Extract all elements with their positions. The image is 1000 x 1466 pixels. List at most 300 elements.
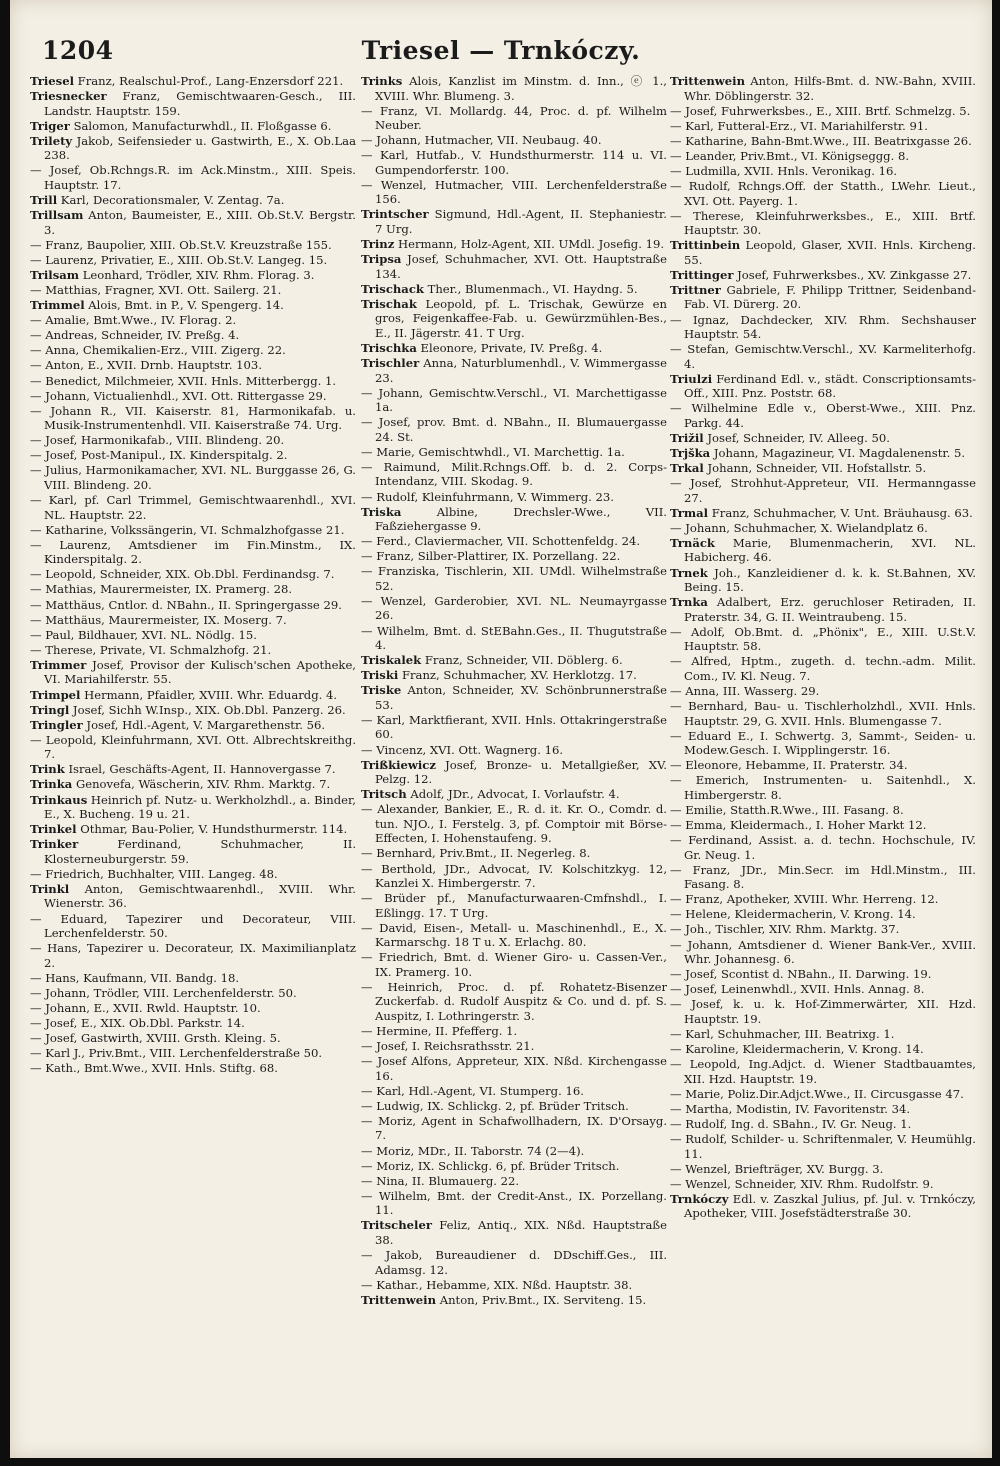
- directory-entry: [30, 89, 356, 118]
- entry-details: — Emerich, Instrumenten- u. Saitenhdl., X. Himbergerstr. 8.: [670, 773, 976, 802]
- entry-details: — Wilhelm, Bmt. d. StEBahn.Ges., II. Thugutstraße 4.: [361, 623, 667, 653]
- directory-entry: [670, 922, 976, 937]
- entry-details: Adalbert, Erz. geruchloser Retiraden, II. Praterstr. 34, G. II. Weintraubeng. 15.: [684, 595, 976, 624]
- entry-details: — David, Eisen-, Metall- u. Maschinenhdl., E., X. Karmarschg. 18 T u. X. Erlachg. 80.: [361, 920, 667, 950]
- entry-details: — Johann, Victualienhdl., XVI. Ott. Rittergasse 29.: [30, 388, 327, 403]
- directory-entry: [361, 787, 667, 802]
- directory-entry: [30, 822, 356, 837]
- entry-details: Franz, Schneider, VII. Döblerg. 6.: [421, 653, 623, 668]
- entry-details: — Wenzel, Garderobier, XVI. NL. Neumayrgasse 26.: [361, 593, 667, 623]
- entry-details: — Wenzel, Schneider, XIV. Rhm. Rudolfstr. 9.: [670, 1176, 934, 1191]
- entry-surname: Trinz: [361, 237, 395, 252]
- entry-details: — Wilhelmine Edle v., Oberst-Wwe., XIII. Pnz. Parkg. 44.: [670, 401, 976, 430]
- entry-surname: Trmal: [670, 505, 709, 520]
- directory-entry: [361, 505, 667, 534]
- entry-details: — Friedrich, Buchhalter, VIII. Langeg. 48.: [30, 866, 278, 881]
- entry-surname: Triskalek: [361, 653, 422, 668]
- entry-details: Franz, Schuhmacher, XV. Herklotzg. 17.: [398, 668, 637, 683]
- directory-entry: [670, 566, 976, 595]
- directory-entry: [30, 163, 356, 192]
- entry-details: — Benedict, Milchmeier, XVII. Hnls. Mitterbergg. 1.: [30, 373, 337, 388]
- entry-details: — Josef, Post-Manipul., IX. Kinderspitalg. 2.: [30, 448, 288, 463]
- directory-entry: [670, 283, 976, 312]
- entry-details: — Josef, Gastwirth, XVIII. Grsth. Kleing. 5.: [30, 1031, 281, 1046]
- entry-surname: Trittenwein: [361, 1292, 437, 1307]
- directory-entry: [361, 445, 667, 460]
- entry-details: — Marie, Gemischtwhdl., VI. Marchettig. 1a.: [361, 444, 625, 459]
- entry-details: — Emma, Kleidermach., I. Hoher Markt 12.: [670, 818, 927, 832]
- directory-entry: [361, 490, 667, 505]
- entry-details: — Andreas, Schneider, IV. Preßg. 4.: [30, 328, 240, 343]
- entry-details: Jakob, Seifensieder u. Gastwirth, E., X. Ob.Laa 238.: [44, 133, 356, 163]
- entry-details: — Josef, prov. Bmt. d. NBahn., II. Blumauergasse 24. St.: [361, 415, 667, 444]
- directory-entry: [30, 1046, 356, 1061]
- entry-details: — Therese, Private, VI. Schmalzhofg. 21.: [30, 642, 272, 657]
- entry-surname: Trink: [30, 762, 65, 777]
- entry-details: — Laurenz, Privatier, E., XIII. Ob.St.V. Langeg. 15.: [30, 252, 328, 267]
- directory-entry: [361, 713, 667, 742]
- entry-surname: Trinkaus: [30, 792, 88, 807]
- entry-surname: Tritscheler: [361, 1218, 432, 1233]
- directory-entry: [670, 536, 976, 565]
- entry-surname: Trnek: [670, 565, 708, 580]
- entry-details: — Moriz, Agent in Schafwollhadern, IX. D'Orsayg. 7.: [361, 1113, 667, 1143]
- entry-surname: Trißkiewicz: [361, 757, 436, 772]
- entry-details: Leonhard, Trödler, XIV. Rhm. Florag. 3.: [79, 267, 315, 282]
- directory-entry: [670, 164, 976, 179]
- entry-surname: Trižil: [670, 430, 704, 445]
- directory-entry: [670, 476, 976, 505]
- entry-details: — Josef, I. Reichsrathsstr. 21.: [361, 1039, 535, 1054]
- entry-details: Anton, Priv.Bmt., IX. Serviteng. 15.: [436, 1292, 647, 1307]
- directory-entry: [670, 938, 976, 967]
- entry-surname: Trittinger: [670, 267, 734, 282]
- entry-surname: Trinkl: [30, 881, 70, 896]
- directory-entry: [361, 1293, 667, 1308]
- directory-entry: [670, 1102, 976, 1117]
- entry-details: — Raimund, Milit.Rchngs.Off. b. d. 2. Corps-Intendanz, VIII. Skodag. 9.: [361, 459, 667, 489]
- directory-entry: [361, 564, 667, 593]
- directory-entry: [670, 104, 976, 119]
- directory-entry: [361, 1039, 667, 1054]
- directory-entry: [30, 119, 356, 134]
- entry-details: Albine, Drechsler-Wwe., VII. Faßziehergasse 9.: [375, 504, 667, 534]
- directory-entry: [30, 74, 356, 89]
- entry-details: Israel, Geschäfts-Agent, II. Hannovergasse 7.: [64, 762, 336, 777]
- entry-surname: Triska: [361, 504, 402, 519]
- entry-details: — Karl, Hdl.-Agent, VI. Stumperg. 16.: [361, 1083, 584, 1098]
- entry-details: — Josef, Ob.Rchngs.R. im Ack.Minstm., XIII. Speis. Hauptstr. 17.: [30, 163, 356, 192]
- entry-details: — Ludwig, IX. Schlickg. 2, pf. Brüder Tritsch.: [361, 1098, 629, 1113]
- directory-entry: [30, 208, 356, 237]
- directory-entry: [361, 207, 667, 236]
- entry-details: — Rudolf, Ing. d. SBahn., IV. Gr. Neug. 1.: [670, 1116, 912, 1131]
- entry-surname: Trilety: [30, 133, 73, 148]
- directory-entry: [361, 846, 667, 861]
- entry-surname: Tringl: [30, 702, 70, 717]
- entry-details: — Josef, k. u. k. Hof-Zimmerwärter, XII. Hzd. Hauptstr. 19.: [670, 997, 976, 1026]
- directory-entry: [361, 1114, 667, 1143]
- directory-entry: [30, 448, 356, 463]
- entry-details: Josef, Hdl.-Agent, V. Margarethenstr. 56.: [82, 717, 326, 732]
- entry-details: — Leopold, Schneider, XIX. Ob.Dbl. Ferdinandsg. 7.: [30, 567, 335, 582]
- entry-details: — Heinrich, Proc. d. pf. Rohatetz-Bisenzer Zuckerfab. d. Rudolf Auspitz & Co. und d. pf. S. Auspitz, I. Lothringerstr. 3.: [361, 979, 667, 1023]
- running-head: Triesel — Trnkóczy.: [361, 36, 641, 65]
- entry-details: — Ferd., Claviermacher, VII. Schottenfeldg. 24.: [361, 534, 641, 549]
- directory-entry: [30, 643, 356, 658]
- directory-entry: [670, 506, 976, 521]
- directory-entry: [361, 921, 667, 950]
- directory-entry: [30, 253, 356, 268]
- entry-surname: Trnäck: [670, 535, 715, 550]
- entry-details: — Karoline, Kleidermacherin, V. Krong. 14.: [670, 1042, 924, 1057]
- directory-entry: [670, 372, 976, 401]
- directory-entry: [30, 882, 356, 911]
- directory-entry: [361, 282, 667, 297]
- directory-entry: [670, 342, 976, 371]
- directory-entry: [670, 1027, 976, 1042]
- directory-entry: [30, 1016, 356, 1031]
- entry-details: — Bernhard, Priv.Bmt., II. Negerleg. 8.: [361, 846, 591, 861]
- directory-entry: [30, 433, 356, 448]
- directory-entry: [670, 209, 976, 238]
- entry-details: — Josef, E., XIX. Ob.Dbl. Parkstr. 14.: [30, 1016, 245, 1030]
- directory-entry: [670, 119, 976, 134]
- directory-entry: [361, 356, 667, 385]
- directory-entry: [670, 758, 976, 773]
- directory-entry: [670, 1117, 976, 1132]
- entry-surname: Trischak: [361, 296, 417, 311]
- directory-entry: [670, 1192, 976, 1221]
- entry-details: — Karl, pf. Carl Trimmel, Gemischtwaarenhdl., XVI. NL. Hauptstr. 22.: [30, 493, 356, 522]
- directory-entry: [30, 703, 356, 718]
- directory-entry: [670, 149, 976, 164]
- directory-entry: [361, 104, 667, 133]
- entry-surname: Tringler: [30, 717, 83, 732]
- entry-details: Josef, Schneider, IV. Alleeg. 50.: [703, 430, 890, 445]
- directory-entry: [361, 1189, 667, 1218]
- directory-entry: [670, 1177, 976, 1192]
- entry-surname: Trinkel: [30, 822, 77, 837]
- entry-details: — Katharine, Bahn-Bmt.Wwe., III. Beatrixgasse 26.: [670, 133, 972, 148]
- entry-details: — Rudolf, Rchngs.Off. der Statth., LWehr. Lieut., XVI. Ott. Payerg. 1.: [670, 179, 976, 208]
- directory-entry: [30, 567, 356, 582]
- entry-surname: Triski: [361, 668, 399, 683]
- directory-entry: [670, 729, 976, 758]
- entry-details: Feliz, Antiq., XIX. Nßd. Hauptstraße 38.: [375, 1218, 667, 1247]
- entry-details: — Alexander, Bankier, E., R. d. it. Kr. O., Comdr. d. tun. NJO., I. Ferstelg. 3, pf. Comptoir mit Börse-Effecten, I. Hohenstaufeng. 9.: [361, 802, 667, 846]
- directory-entry: [30, 658, 356, 687]
- entry-details: — Eduard E., I. Schwertg. 3, Sammt-, Seiden- u. Modew.Gesch. I. Wipplingerstr. 16.: [670, 728, 976, 758]
- page-header: [10, 36, 992, 70]
- entry-details: — Matthias, Fragner, XVI. Ott. Sailerg. 21.: [30, 282, 282, 297]
- directory-entry: [30, 718, 356, 733]
- directory-entry: [30, 628, 356, 643]
- entry-details: Othmar, Bau-Polier, V. Hundsthurmerstr. 114.: [76, 822, 348, 837]
- entry-details: — Josef, Leinenwhdl., XVII. Hnls. Annag. 8.: [670, 982, 925, 997]
- entry-surname: Triske: [361, 683, 402, 698]
- directory-entry: [361, 148, 667, 177]
- directory-column-left: [30, 74, 356, 1454]
- directory-entry: [670, 179, 976, 208]
- entry-surname: Trillsam: [30, 208, 84, 223]
- entry-details: — Nina, II. Blumauerg. 22.: [361, 1173, 520, 1188]
- directory-entry: [361, 1278, 667, 1293]
- entry-details: — Therese, Kleinfuhrwerksbes., E., XIII. Brtf. Hauptstr. 30.: [670, 208, 976, 238]
- entry-details: — Rudolf, Kleinfuhrmann, V. Wimmerg. 23.: [361, 489, 614, 504]
- entry-details: — Karl, Futteral-Erz., VI. Mariahilferstr. 91.: [670, 118, 928, 133]
- directory-entry: [670, 521, 976, 536]
- entry-details: — Johann, Schuhmacher, X. Wielandplatz 6.: [670, 520, 928, 535]
- directory-entry: [361, 386, 667, 415]
- directory-entry: [670, 1132, 976, 1161]
- entry-details: Johann, Magazineur, VI. Magdalenenstr. 5.: [710, 446, 966, 460]
- entry-details: Genovefa, Wäscherin, XIV. Rhm. Marktg. 7.: [72, 777, 331, 792]
- entry-details: — Hans, Tapezirer u. Decorateur, IX. Maximilianplatz 2.: [30, 941, 356, 970]
- directory-entry: [670, 997, 976, 1026]
- entry-details: — Ludmilla, XVII. Hnls. Veronikag. 16.: [670, 163, 898, 178]
- page-number: 1204: [42, 36, 114, 65]
- directory-entry: [361, 668, 667, 683]
- directory-entry: [361, 594, 667, 623]
- directory-entry: [361, 252, 667, 281]
- entry-details: Ferdinand, Schuhmacher, II. Klosterneuburgerstr. 59.: [44, 837, 356, 866]
- entry-surname: Trill: [30, 192, 58, 207]
- entry-surname: Trintscher: [361, 207, 429, 222]
- entry-details: — Franz, VI. Mollardg. 44, Proc. d. pf. Wilhelm Neuber.: [361, 103, 667, 133]
- entry-details: Hermann, Holz-Agent, XII. UMdl. Josefig. 19.: [394, 237, 665, 252]
- directory-entry: [30, 313, 356, 328]
- entry-details: Josef, Provisor der Kulisch'schen Apotheke, VI. Mariahilferstr. 55.: [44, 657, 356, 687]
- directory-entry: [670, 446, 976, 461]
- entry-details: — Jakob, Bureaudiener d. DDschiff.Ges., III. Adamsg. 12.: [361, 1248, 667, 1277]
- entry-surname: Trischka: [361, 340, 417, 355]
- entry-details: — Johann, Trödler, VIII. Lerchenfelderstr. 50.: [30, 985, 297, 1000]
- entry-details: Alois, Kanzlist im Minstm. d. Inn., ⓔ 1., XVIII. Whr. Blumeng. 3.: [375, 74, 667, 103]
- directory-entry: [361, 549, 667, 564]
- directory-entry: [361, 415, 667, 444]
- entry-details: — Helene, Kleidermacherin, V. Krong. 14.: [670, 907, 916, 922]
- directory-entry: [30, 912, 356, 941]
- directory-entry: [361, 534, 667, 549]
- directory-entry: [361, 1218, 667, 1247]
- directory-entry: [30, 688, 356, 703]
- entry-details: Josef, Sichh W.Insp., XIX. Ob.Dbl. Panzerg. 26.: [69, 702, 346, 717]
- entry-details: — Franz, Baupolier, XIII. Ob.St.V. Kreuzstraße 155.: [30, 237, 332, 252]
- directory-entry: [30, 837, 356, 866]
- directory-entry: [361, 891, 667, 920]
- entry-surname: Triesnecker: [30, 89, 107, 104]
- directory-entry: [361, 74, 667, 103]
- directory-entry: [670, 268, 976, 283]
- entry-details: — Wilhelm, Bmt. der Credit-Anst., IX. Porzellang. 11.: [361, 1188, 667, 1218]
- entry-details: — Franz, JDr., Min.Secr. im Hdl.Minstm., III. Fasang. 8.: [670, 862, 976, 892]
- directory-entry: [670, 625, 976, 654]
- directory-entry: [670, 74, 976, 103]
- entry-details: Johann, Schneider, VII. Hofstallstr. 5.: [703, 461, 927, 476]
- directory-entry: [30, 613, 356, 628]
- entry-surname: Trimmer: [30, 657, 87, 672]
- entry-surname: Triger: [30, 118, 70, 133]
- directory-entry: [361, 1084, 667, 1099]
- directory-entry: [361, 1248, 667, 1277]
- entry-details: — Anton, E., XVII. Drnb. Hauptstr. 103.: [30, 358, 262, 373]
- entry-details: — Katharine, Volkssängerin, VI. Schmalzhofgasse 21.: [30, 522, 345, 537]
- entry-details: Anton, Hilfs-Bmt. d. NW.-Bahn, XVIII. Whr. Döblingerstr. 32.: [684, 74, 976, 103]
- entry-details: — Johann, E., XVII. Rwld. Hauptstr. 10.: [30, 1000, 261, 1015]
- directory-entry: [30, 793, 356, 822]
- directory-entry: [361, 237, 667, 252]
- entry-details: — Franz, Apotheker, XVIII. Whr. Herreng. 12.: [670, 892, 939, 907]
- directory-entry: [30, 268, 356, 283]
- directory-entry: [30, 777, 356, 792]
- directory-entry: [361, 683, 667, 712]
- entry-surname: Trischler: [361, 356, 420, 371]
- directory-entry: [670, 699, 976, 728]
- entry-details: — Moriz, IX. Schlickg. 6, pf. Brüder Tritsch.: [361, 1158, 620, 1173]
- directory-entry: [670, 803, 976, 818]
- entry-details: — Josef, Scontist d. NBahn., II. Darwing. 19.: [670, 967, 932, 982]
- entry-details: Hermann, Pfaidler, XVIII. Whr. Eduardg. 4.: [80, 687, 338, 702]
- entry-details: — Kathar., Hebamme, XIX. Nßd. Hauptstr. 38.: [361, 1277, 633, 1292]
- entry-details: — Leopold, Ing.Adjct. d. Wiener Stadtbauamtes, XII. Hzd. Hauptstr. 19.: [670, 1057, 976, 1086]
- directory-entry: [30, 493, 356, 522]
- directory-entry: [30, 343, 356, 358]
- entry-details: — Marie, Poliz.Dir.Adjct.Wwe., II. Circusgasse 47.: [670, 1086, 964, 1101]
- entry-details: Anna, Naturblumenhdl., V. Wimmergasse 23.: [375, 356, 667, 385]
- directory-entry: [30, 463, 356, 492]
- directory-entry: [670, 1057, 976, 1086]
- directory-entry: [361, 980, 667, 1024]
- entry-details: — Laurenz, Amtsdiener im Fin.Minstm., IX. Kinderspitalg. 2.: [30, 537, 356, 567]
- entry-surname: Trinks: [361, 74, 403, 88]
- entry-details: — Ignaz, Dachdecker, XIV. Rhm. Sechshauser Hauptstr. 54.: [670, 312, 976, 342]
- entry-surname: Trimpel: [30, 687, 81, 702]
- entry-details: Adolf, JDr., Advocat, I. Vorlaufstr. 4.: [406, 787, 620, 802]
- entry-details: Franz, Schuhmacher, V. Unt. Bräuhausg. 63.: [708, 505, 973, 520]
- directory-entry: [670, 1042, 976, 1057]
- entry-details: Anton, Schneider, XV. Schönbrunnerstraße 53.: [375, 683, 667, 712]
- entry-details: — Karl, Hutfab., V. Hundsthurmerstr. 114 u. VI. Gumpendorferstr. 100.: [361, 148, 667, 177]
- entry-details: — Matthäus, Cntlor. d. NBahn., II. Springergasse 29.: [30, 597, 342, 612]
- directory-entry: [361, 1174, 667, 1189]
- directory-entry: [30, 523, 356, 538]
- directory-entry: [30, 298, 356, 313]
- entry-details: — Leander, Priv.Bmt., VI. Königseggg. 8.: [670, 148, 910, 163]
- entry-details: Eleonore, Private, IV. Preßg. 4.: [416, 340, 603, 355]
- directory-column-middle: [361, 74, 667, 1454]
- entry-details: — Berthold, JDr., Advocat, IV. Kolschitzkyg. 12, Kanzlei X. Himbergerstr. 7.: [361, 861, 667, 890]
- directory-entry: [361, 297, 667, 341]
- directory-entry: [670, 892, 976, 907]
- directory-entry: [30, 328, 356, 343]
- directory-entry: [30, 374, 356, 389]
- entry-details: — Ferdinand, Assist. a. d. techn. Hochschule, IV. Gr. Neug. 1.: [670, 833, 976, 862]
- entry-details: — Joh., Tischler, XIV. Rhm. Marktg. 37.: [670, 922, 900, 937]
- entry-details: — Johann, Gemischtw.Verschl., VI. Marchettigasse 1a.: [361, 385, 667, 415]
- directory-entry: [30, 941, 356, 970]
- entry-surname: Trittenwein: [670, 74, 746, 88]
- entry-details: — Johann R., VII. Kaiserstr. 81, Harmonikafab. u. Musik-Instrumentenhdl. VII. Kaiserstraße 74. Urg.: [30, 403, 356, 433]
- entry-details: — Josef, Harmonikafab., VIII. Blindeng. 20.: [30, 433, 285, 448]
- directory-entry: [30, 582, 356, 597]
- directory-entry: [670, 595, 976, 624]
- directory-entry: [361, 460, 667, 489]
- entry-surname: Trkal: [670, 461, 704, 476]
- entry-details: Sigmund, Hdl.-Agent, II. Stephaniestr. 7 Urg.: [375, 207, 667, 236]
- entry-details: — Johann, Amtsdiener d. Wiener Bank-Ver., XVIII. Whr. Johannesg. 6.: [670, 937, 976, 967]
- entry-details: — Vincenz, XVI. Ott. Wagnerg. 16.: [361, 742, 564, 757]
- directory-entry: [361, 1024, 667, 1039]
- entry-details: Josef, Schuhmacher, XVI. Ott. Hauptstraße 134.: [375, 252, 667, 281]
- directory-entry: [670, 431, 976, 446]
- entry-details: Alois, Bmt. in P., V. Spengerg. 14.: [84, 298, 284, 313]
- entry-details: — Adolf, Ob.Bmt. d. „Phönix", E., XIII. U.St.V. Hauptstr. 58.: [670, 624, 976, 654]
- entry-details: — Julius, Harmonikamacher, XVI. NL. Burggasse 26, G. VIII. Blindeng. 20.: [30, 463, 356, 492]
- entry-surname: Trittner: [670, 282, 721, 297]
- directory-entry: [30, 762, 356, 777]
- entry-details: — Eleonore, Hebamme, II. Praterstr. 34.: [670, 758, 908, 773]
- entry-details: — Josef, Fuhrwerksbes., E., XIII. Brtf. Schmelzg. 5.: [670, 103, 971, 118]
- directory-entry: [361, 178, 667, 207]
- entry-surname: Trnkóczy: [670, 1191, 729, 1206]
- directory-entry: [361, 624, 667, 653]
- directory-entry: [670, 982, 976, 997]
- directory-entry: [670, 654, 976, 683]
- directory-entry: [670, 1087, 976, 1102]
- entry-details: — Rudolf, Schilder- u. Schriftenmaler, V. Heumühlg. 11.: [670, 1132, 976, 1161]
- entry-details: Leopold, pf. L. Trischak, Gewürze en gros, Feigenkaffee-Fab. u. Gewürzmühlen-Bes., E., II. Jägerstr. 41. T Urg.: [375, 296, 667, 340]
- directory-entry: [30, 389, 356, 404]
- entry-details: Anton, Baumeister, E., XIII. Ob.St.V. Bergstr. 3.: [44, 208, 356, 237]
- directory-entry: [670, 461, 976, 476]
- entry-details: Marie, Blumenmacherin, XVI. NL. Habicherg. 46.: [684, 535, 976, 565]
- entry-surname: Trilsam: [30, 267, 80, 282]
- directory-entry: [30, 1001, 356, 1016]
- entry-details: — Eduard, Tapezirer und Decorateur, VIII. Lerchenfelderstr. 50.: [30, 911, 356, 941]
- directory-entry: [361, 1144, 667, 1159]
- directory-entry: [30, 598, 356, 613]
- entry-details: Joh., Kanzleidiener d. k. k. St.Bahnen, XV. Being. 15.: [684, 565, 976, 595]
- entry-details: — Emilie, Statth.R.Wwe., III. Fasang. 8.: [670, 802, 904, 817]
- entry-details: — Paul, Bildhauer, XVI. NL. Nödlg. 15.: [30, 627, 257, 642]
- directory-entry: [670, 313, 976, 342]
- directory-entry: [30, 283, 356, 298]
- entry-details: Gabriele, F. Philipp Trittner, Seidenband-Fab. VI. Dürerg. 20.: [684, 282, 976, 312]
- directory-entry: [30, 538, 356, 567]
- entry-details: — Wenzel, Hutmacher, VIII. Lerchenfelderstraße 156.: [361, 177, 667, 207]
- entry-details: Anton, Gemischtwaarenhdl., XVIII. Whr. Wienerstr. 36.: [44, 881, 356, 911]
- entry-details: — Hermine, II. Pfefferg. 1.: [361, 1023, 518, 1038]
- entry-details: — Josef, Strohhut-Appreteur, VII. Hermanngasse 27.: [670, 476, 976, 505]
- entry-details: — Franz, Silber-Plattirer, IX. Porzellang. 22.: [361, 549, 621, 564]
- directory-entry: [361, 758, 667, 787]
- entry-details: Edl. v. Zaszkal Julius, pf. Jul. v. Trnkóczy, Apotheker, VIII. Josefstädterstraße 30.: [684, 1191, 976, 1221]
- entry-surname: Trittinbein: [670, 238, 741, 253]
- directory-entry: [361, 653, 667, 668]
- directory-entry: [361, 1159, 667, 1174]
- entry-details: Ferdinand Edl. v., städt. Conscriptionsamts-Off., XIII. Pnz. Poststr. 68.: [684, 371, 976, 401]
- entry-details: Karl, Decorationsmaler, V. Zentag. 7a.: [57, 192, 285, 207]
- directory-entry: [30, 193, 356, 208]
- entry-details: — Karl J., Priv.Bmt., VIII. Lerchenfelderstraße 50.: [30, 1046, 323, 1061]
- directory-entry: [30, 971, 356, 986]
- entry-surname: Tritsch: [361, 787, 407, 802]
- entry-details: — Anna, III. Wasserg. 29.: [670, 683, 820, 698]
- entry-details: — Stefan, Gemischtw.Verschl., XV. Karmeliterhofg. 4.: [670, 342, 976, 371]
- directory-entry: [670, 967, 976, 982]
- directory-entry: [670, 401, 976, 430]
